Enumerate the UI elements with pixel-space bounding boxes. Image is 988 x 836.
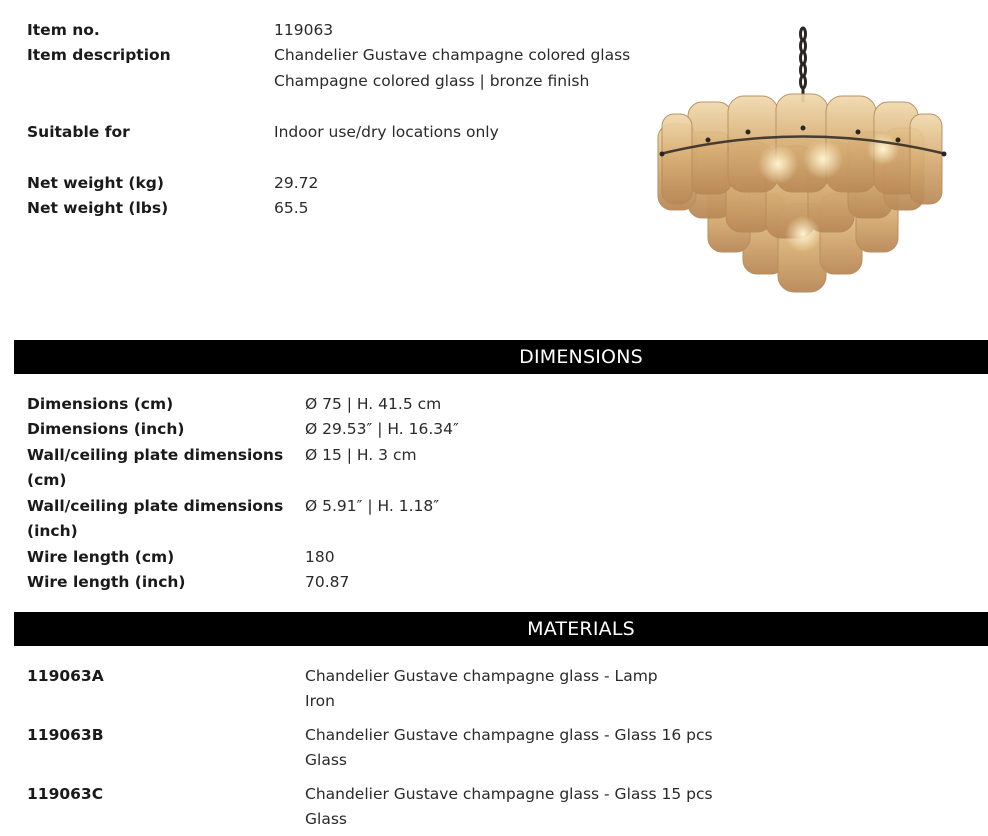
chain-icon <box>801 28 806 102</box>
item-no-value: 119063 <box>274 21 334 39</box>
plate-dimensions-cm-value: Ø 15 | H. 3 cm <box>305 446 417 464</box>
wire-length-cm-label: Wire length (cm) <box>27 548 175 566</box>
material-a-line2: Iron <box>305 692 335 710</box>
material-code-a: 119063A <box>27 667 104 685</box>
material-b-line2: Glass <box>305 751 347 769</box>
net-weight-kg-value: 29.72 <box>274 174 319 192</box>
suitable-for-label: Suitable for <box>27 123 130 141</box>
plate-dimensions-cm-label-line1: Wall/ceiling plate dimensions <box>27 446 284 464</box>
net-weight-lbs-label: Net weight (lbs) <box>27 199 169 217</box>
dimensions-header <box>14 340 988 374</box>
wire-length-inch-value: 70.87 <box>305 573 350 591</box>
materials-header <box>14 612 988 646</box>
dimensions-cm-label: Dimensions (cm) <box>27 395 174 413</box>
material-c-line1: Chandelier Gustave champagne glass - Glass 15 pcs <box>305 785 713 803</box>
materials-header-text: MATERIALS <box>527 618 635 640</box>
plate-dimensions-cm-label-line2: (cm) <box>27 471 67 489</box>
plate-dimensions-inch-label-line1: Wall/ceiling plate dimensions <box>27 497 284 515</box>
material-b-line1: Chandelier Gustave champagne glass - Glass 16 pcs <box>305 726 713 744</box>
plate-dimensions-inch-value: Ø 5.91″ | H. 1.18″ <box>305 497 440 515</box>
item-description-label: Item description <box>27 46 171 64</box>
wire-length-inch-label: Wire length (inch) <box>27 573 186 591</box>
wire-length-cm-value: 180 <box>305 548 335 566</box>
dimensions-cm-value: Ø 75 | H. 41.5 cm <box>305 395 442 413</box>
plate-dimensions-inch-label-line2: (inch) <box>27 522 78 540</box>
dimensions-inch-label: Dimensions (inch) <box>27 420 185 438</box>
item-no-label: Item no. <box>27 21 100 39</box>
material-code-b: 119063B <box>27 726 104 744</box>
suitable-for-value: Indoor use/dry locations only <box>274 123 499 141</box>
net-weight-lbs-value: 65.5 <box>274 199 309 217</box>
dimensions-header-text: DIMENSIONS <box>519 346 643 368</box>
material-c-line2: Glass <box>305 810 347 828</box>
net-weight-kg-label: Net weight (kg) <box>27 174 164 192</box>
material-code-c: 119063C <box>27 785 104 803</box>
item-description-line1: Chandelier Gustave champagne colored glass <box>274 46 631 64</box>
chandelier-product-image <box>648 24 958 300</box>
item-description-line2: Champagne colored glass | bronze finish <box>274 72 590 90</box>
material-a-line1: Chandelier Gustave champagne glass - Lamp <box>305 667 658 685</box>
dimensions-inch-value: Ø 29.53″ | H. 16.34″ <box>305 420 459 438</box>
